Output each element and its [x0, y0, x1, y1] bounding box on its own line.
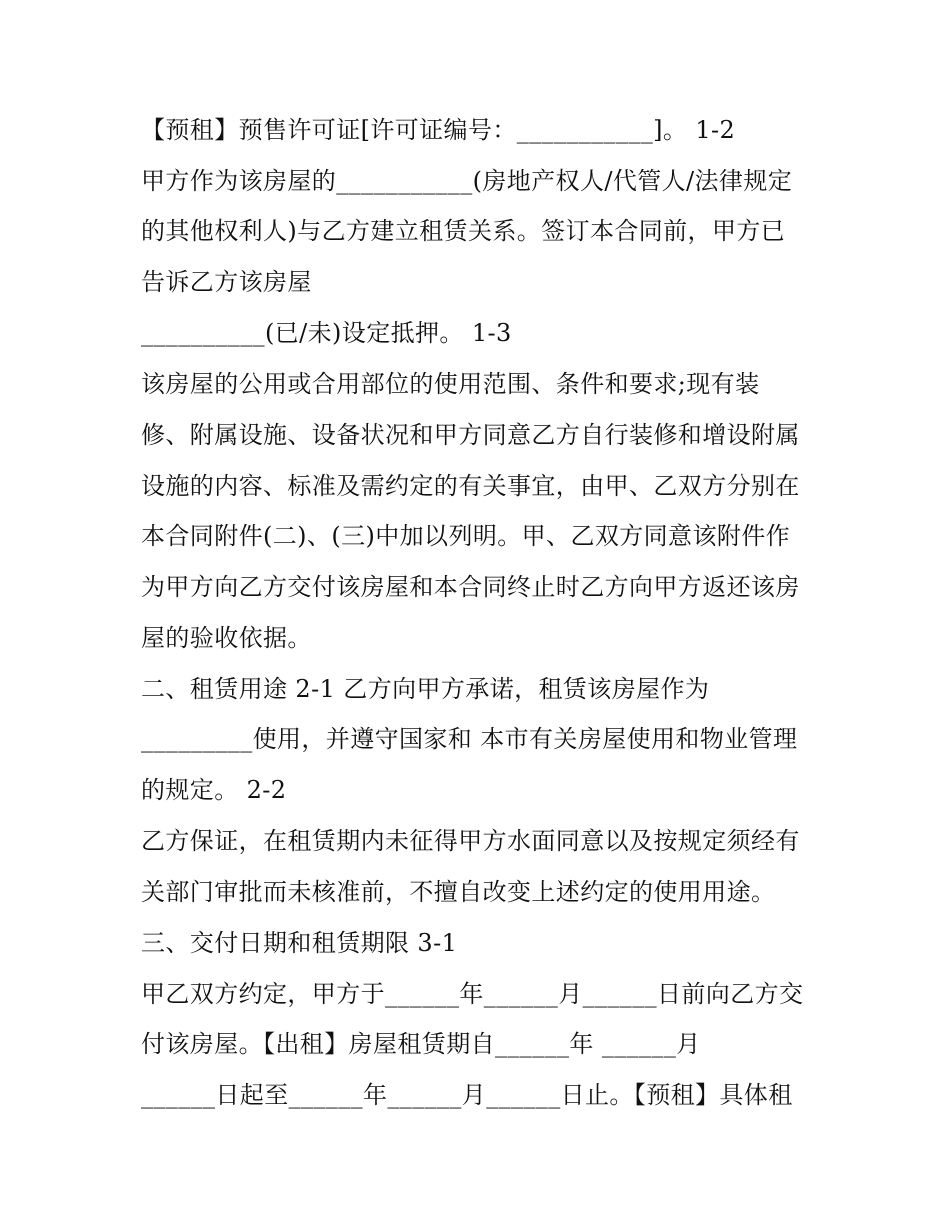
- section-heading-3: 三、交付日期和租赁期限 3-1: [141, 929, 458, 957]
- section-heading-2: 二、租赁用途 2-1 乙方向甲方承诺，租赁该房屋作为: [141, 675, 710, 703]
- text-line-14: 的规定。 2-2: [141, 776, 287, 804]
- text-line-11: 屋的验收依据。: [141, 624, 312, 652]
- text-line-5: __________(已/未)设定抵押。 1-3: [141, 319, 512, 347]
- text-line-18: 甲乙双方约定，甲方于______年______月______日前向乙方交: [141, 980, 804, 1008]
- text-line-8: 设施的内容、标准及需约定的有关事宜，由甲、乙双方分别在: [141, 472, 800, 500]
- text-line-4: 告诉乙方该房屋: [141, 268, 312, 296]
- text-line-1: 【预租】预售许可证[许可证编号：___________]。 1-2: [141, 116, 736, 144]
- text-line-16: 关部门审批而未核准前，不擅自改变上述约定的使用用途。: [141, 878, 776, 906]
- text-line-10: 为甲方向乙方交付该房屋和本合同终止时乙方向甲方返还该房: [141, 573, 800, 601]
- text-line-7: 修、附属设施、设备状况和甲方同意乙方自行装修和增设附属: [141, 421, 800, 449]
- text-line-6: 该房屋的公用或合用部位的使用范围、条件和要求;现有装: [141, 370, 760, 398]
- text-line-20: ______日起至______年______月______日止。【预租】具体租: [141, 1081, 793, 1109]
- text-line-19: 付该房屋。【出租】房屋租赁期自______年 ______月: [141, 1030, 701, 1058]
- text-line-9: 本合同附件(二)、(三)中加以列明。甲、乙双方同意该附件作: [141, 522, 791, 550]
- text-line-2: 甲方作为该房屋的___________(房地产权人/代管人/法律规定: [141, 167, 793, 195]
- text-line-13: _________使用，并遵守国家和 本市有关房屋使用和物业管理: [141, 725, 798, 753]
- text-line-3: 的其他权利人)与乙方建立租赁关系。签订本合同前，甲方已: [141, 217, 786, 245]
- text-line-15: 乙方保证，在租赁期内未征得甲方水面同意以及按规定须经有: [141, 827, 800, 855]
